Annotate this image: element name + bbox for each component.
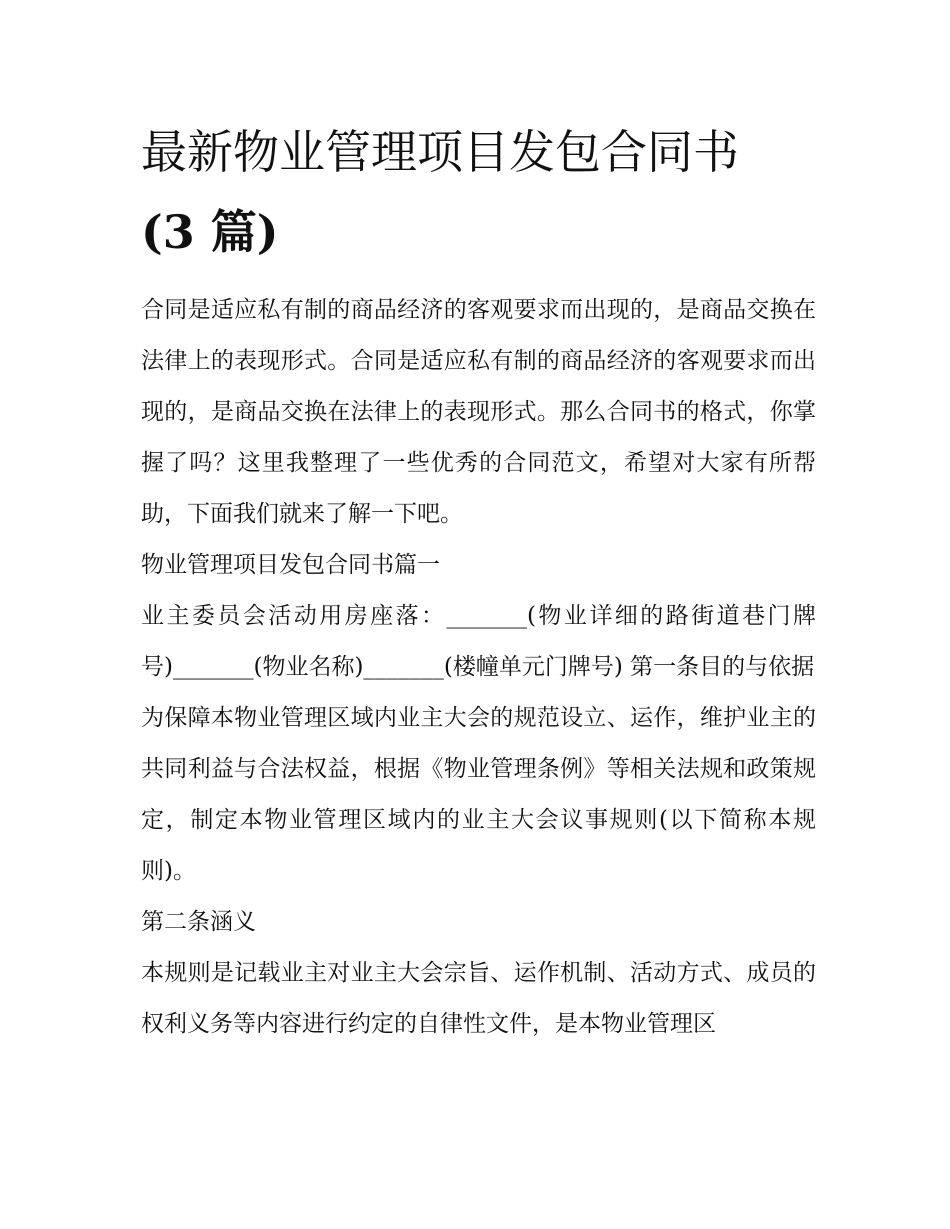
document-body bbox=[141, 285, 816, 1050]
document-content bbox=[141, 112, 816, 1050]
title-line-2: (3 篇) bbox=[141, 205, 279, 259]
document-title bbox=[141, 112, 816, 272]
article-2-heading: 第二条涵义 bbox=[141, 909, 256, 935]
section-heading-1: 物业管理项目发包合同书篇一 bbox=[141, 552, 440, 578]
purpose-paragraph: 为保障本物业管理区域内业主大会的规范设立、运作，维护业主的共同利益与合法权益，根据《物业管理条例》等相关法规和政策规定，制定本物业管理区域内的业主大会议事规则(以下简称本规则)。 bbox=[141, 705, 816, 884]
intro-paragraph: 合同是适应私有制的商品经济的客观要求而出现的，是商品交换在法律上的表现形式。合同是适应私有制的商品经济的客观要求而出现的，是商品交换在法律上的表现形式。那么合同书的格式，你掌握了吗？这里我整理了一些优秀的合同范文，希望对大家有所帮助，下面我们就来了解一下吧。 bbox=[141, 297, 816, 527]
article-2-paragraph: 本规则是记载业主对业主大会宗旨、运作机制、活动方式、成员的权利义务等内容进行约定的自律性文件，是本物业管理区 bbox=[141, 960, 816, 1037]
title-line-1: 最新物业管理项目发包合同书 bbox=[141, 125, 739, 179]
location-paragraph: 业主委员会活动用房座落：_______(物业详细的路街道巷门牌号)_______(物业名称)_______(楼幢单元门牌号) 第一条目的与依据 bbox=[141, 603, 816, 680]
